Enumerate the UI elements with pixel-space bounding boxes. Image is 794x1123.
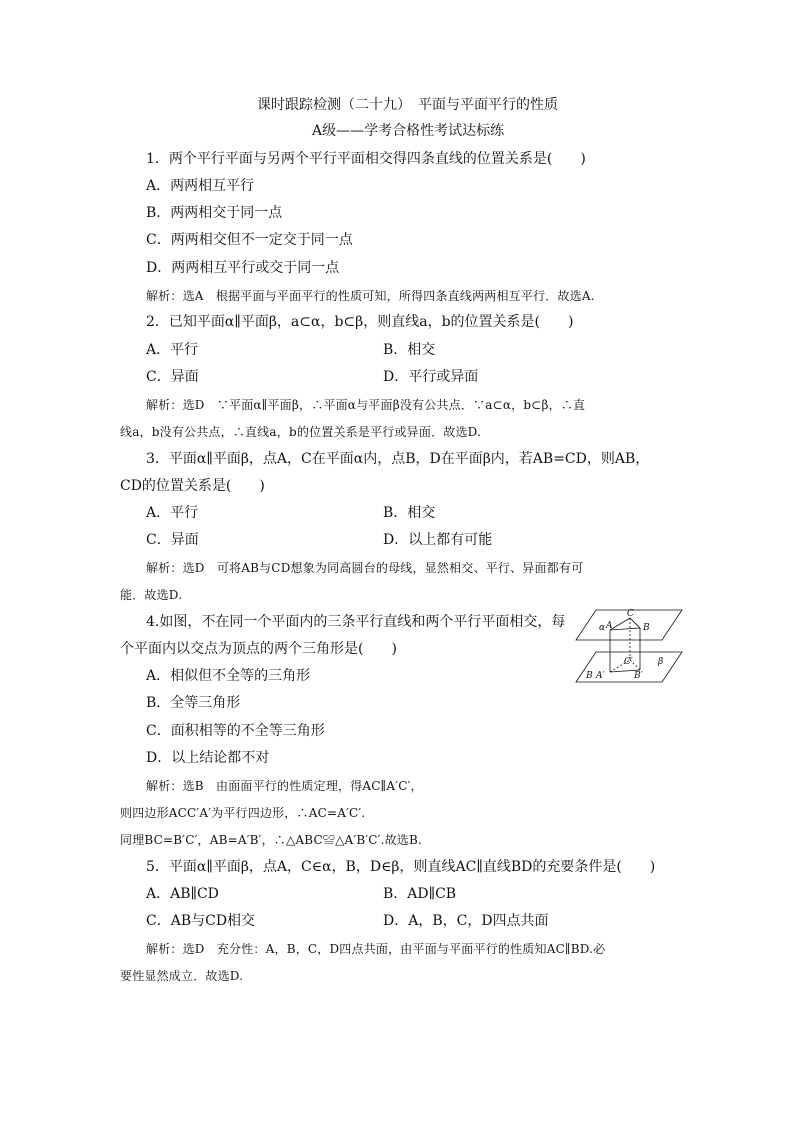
q3-stem-line1: 3．平面α∥平面β，点A，C在平面α内，点B，D在平面β内，若AB=CD，则AB， <box>146 451 650 467</box>
q4-option-c: C．面积相等的不全等三角形 <box>146 723 325 739</box>
q1-option-c: C．两两相交但不一定交于同一点 <box>146 232 353 248</box>
q5-solution-line1: 解析：选D 充分性：A，B，C，D四点共面，由平面与平面平行的性质知AC∥BD.必 <box>146 942 606 956</box>
figure-label-alpha: α <box>599 623 606 633</box>
q1-option-d: D．两两相互平行或交于同一点 <box>146 260 340 276</box>
figure-label-a: A <box>606 621 613 631</box>
q5-option-a: A．AB∥CD <box>146 886 219 902</box>
q2-option-d: D．平行或异面 <box>383 369 479 385</box>
figure-label-c-prime: C′ <box>624 657 633 667</box>
q3-option-d: D．以上都有可能 <box>383 532 493 548</box>
figure-label-b: B <box>643 623 650 633</box>
q2-stem: 2．已知平面α∥平面β，a⊂α，b⊂β，则直线a，b的位置关系是( ) <box>146 314 574 330</box>
q1-option-b: B．两两相交于同一点 <box>146 205 283 221</box>
q5-stem: 5．平面α∥平面β，点A，C∈α，B，D∈β，则直线AC∥直线BD的充要条件是( ) <box>146 859 656 875</box>
q2-option-a: A．平行 <box>146 342 199 358</box>
parallel-planes-figure <box>574 606 684 688</box>
q2-option-c: C．异面 <box>146 369 199 385</box>
q4-stem-line2: 个平面内以交点为顶点的两个三角形是( ) <box>120 641 397 657</box>
q4-stem-line1: 4.如图，不在同一个平面内的三条平行直线和两个平行平面相交，每 <box>146 614 566 630</box>
section-subtitle: A级——学考合格性考试达标练 <box>312 123 505 139</box>
triangle-abc <box>610 618 640 630</box>
q2-option-b: B．相交 <box>383 342 436 358</box>
q3-solution-line2: 能．故选D. <box>120 588 183 602</box>
q5-solution-line2: 要性显然成立．故选D. <box>120 969 244 983</box>
q1-solution: 解析：选A 根据平面与平面平行的性质可知，所得四条直线两两相互平行．故选A. <box>146 289 595 303</box>
q5-option-d: D．A，B，C，D四点共面 <box>383 913 549 929</box>
q2-solution-line1: 解析：选D ∵平面α∥平面β，∴平面α与平面β没有公共点．∵a⊂α，b⊂β，∴直 <box>146 398 586 412</box>
q1-stem: 1．两个平行平面与另两个平行平面相交得四条直线的位置关系是( ) <box>146 151 586 167</box>
parallel-planes-diagram <box>574 606 684 688</box>
q1-option-a: A．两两相互平行 <box>146 178 255 194</box>
q3-option-b: B．相交 <box>383 505 436 521</box>
q3-option-c: C．异面 <box>146 532 199 548</box>
q4-solution-line3: 同理BC=B′C′，AB=A′B′，∴△ABC≌△A′B′C′.故选B. <box>120 833 423 847</box>
figure-label-b-prime: B′ <box>634 671 643 681</box>
figure-label-b-left: B <box>586 671 593 681</box>
figure-label-c: C <box>627 609 634 619</box>
q3-stem-line2: CD的位置关系是( ) <box>120 478 265 494</box>
figure-label-a-prime: A′ <box>596 671 605 681</box>
q3-option-a: A．平行 <box>146 505 199 521</box>
q4-option-d: D．以上结论都不对 <box>146 750 270 766</box>
q4-solution-line2: 则四边形ACC′A′为平行四边形，∴AC=A′C′. <box>120 806 366 820</box>
q4-option-a: A．相似但不全等的三角形 <box>146 668 311 684</box>
figure-label-beta: β <box>658 657 664 667</box>
q4-solution-line1: 解析：选B 由面面平行的性质定理，得AC∥A′C′， <box>146 779 423 793</box>
q2-solution-line2: 线a，b没有公共点，∴直线a，b的位置关系是平行或异面．故选D. <box>120 425 482 439</box>
q3-solution-line1: 解析：选D 可将AB与CD想象为同高圆台的母线，显然相交、平行、异面都有可 <box>146 561 584 575</box>
q5-option-b: B．AD∥CB <box>383 886 457 902</box>
q5-option-c: C．AB与CD相交 <box>146 913 256 929</box>
q4-option-b: B．全等三角形 <box>146 695 241 711</box>
page-title: 课时跟踪检测（二十九） 平面与平面平行的性质 <box>257 97 558 113</box>
